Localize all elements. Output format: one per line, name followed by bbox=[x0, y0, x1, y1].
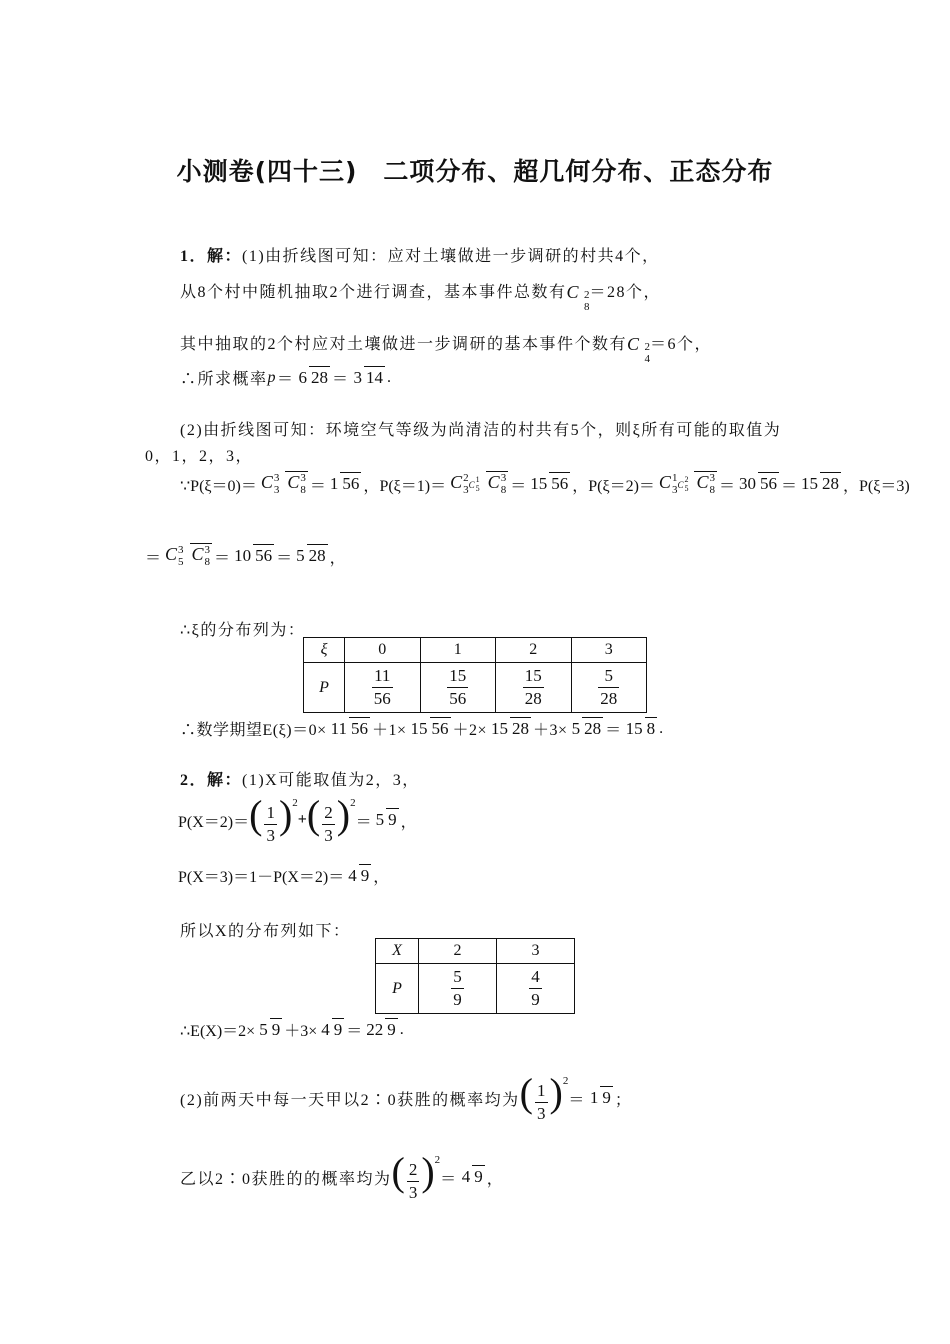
fraction: 22 9 bbox=[366, 1019, 396, 1039]
table-cell: 3 bbox=[497, 939, 575, 964]
fraction: 15 28 bbox=[801, 474, 839, 493]
fraction: 1 9 bbox=[589, 1088, 611, 1108]
p1-line3 bbox=[180, 320, 712, 365]
p1-line5: (2)由折线图可知：环境空气等级为尚清洁的村共有5个，则ξ所有可能的取值为 bbox=[180, 422, 782, 439]
fraction: 3 14 bbox=[353, 367, 384, 387]
p1-prob-line: ∵P(ξ＝0)＝ C 3 3 C 3 8 ＝ 1 56 ， P(ξ＝1)＝ C 2 3 C 1 5 C 3 8 ＝ 15 56 ， P(ξ＝2)＝ C 1 3 C 2 5 C 3 8 ＝ 30 56 ＝ 15 28 ， P(ξ＝3) bbox=[180, 472, 910, 496]
table-cell: $\frac{15}{28}$ bbox=[496, 663, 572, 713]
table-cell: $\frac{15}{56}$ bbox=[420, 663, 496, 713]
fraction: 6 28 bbox=[298, 367, 329, 387]
fraction: C 3 3 C 3 8 bbox=[260, 472, 306, 496]
page-title: 小测卷(四十三) 二项分布、超几何分布、正态分布 bbox=[176, 157, 774, 186]
comb-c82: C 2 8 bbox=[566, 282, 590, 313]
fraction: 15 56 bbox=[410, 718, 449, 738]
table-cell: 2 bbox=[419, 939, 497, 964]
p1-line1 bbox=[180, 243, 660, 266]
p2-line2: (2)前两天中每一天甲以2∶0获胜的概率均为 ( $\frac{1}{3}$ ) 2 ＝ 1 9 ； bbox=[180, 1070, 633, 1123]
xi-distribution-table bbox=[303, 637, 647, 713]
table-cell: ξ bbox=[304, 638, 345, 663]
fraction: C 1 3 C 2 5 C 3 8 bbox=[658, 472, 715, 496]
table-cell: 3 bbox=[571, 638, 647, 663]
p2-px3: P(X＝3)＝1－P(X＝2)＝ 4 9 ， bbox=[178, 865, 390, 886]
fraction: 10 56 bbox=[234, 546, 273, 565]
p1-prob-line2: ＝ C 3 5 C 3 8 ＝ 10 56 ＝ 5 28 ， bbox=[145, 544, 346, 568]
fraction: 5 9 bbox=[375, 810, 397, 830]
p2-expectation: ∴E(X)＝2× 5 9 ＋3× 4 9 ＝ 22 9 . bbox=[180, 1019, 404, 1040]
p1-text3b: ＝6个， bbox=[650, 336, 713, 353]
table-cell: 2 bbox=[496, 638, 572, 663]
fraction: 15 28 bbox=[491, 718, 530, 738]
fraction: 30 56 bbox=[738, 474, 777, 493]
p2-line3: 乙以2∶0获胜的的概率均为 ( $\frac{2}{3}$ ) 2 ＝ 4 9 ， bbox=[180, 1149, 505, 1202]
p1-dist-label: ∴ξ的分布列为： bbox=[180, 622, 306, 639]
table-cell: P bbox=[376, 964, 419, 1014]
fraction: 5 28 bbox=[571, 718, 602, 738]
fraction: C 3 5 C 3 8 bbox=[165, 544, 211, 568]
fraction: 11 56 bbox=[330, 718, 368, 738]
p2-px2: P(X＝2)＝ ( $\frac{1}{3}$ ) 2 + ( $\frac{2}{3}$ ) 2 ＝ 5 9 ， bbox=[178, 792, 417, 845]
p2-line1: 2．解： (1)X可能取值为2，3， bbox=[180, 767, 420, 790]
fraction: 5 28 bbox=[296, 546, 326, 565]
table-cell: 1 bbox=[420, 638, 496, 663]
fraction: 4 9 bbox=[461, 1167, 483, 1187]
p2-label: 2．解： bbox=[180, 772, 243, 789]
p1-text2b: ＝28个， bbox=[589, 284, 662, 301]
p1-line4: ∴所求概率 p ＝ 6 28 ＝ 3 14 . bbox=[180, 367, 393, 388]
fraction: 4 9 bbox=[348, 865, 370, 885]
p1-text2a: 从8个村中随机抽取2个进行调查，基本事件总数有 bbox=[180, 284, 567, 301]
table-cell: $\frac{11}{56}$ bbox=[345, 663, 421, 713]
fraction: 5 9 bbox=[259, 1019, 281, 1039]
comb-c42: C 2 4 bbox=[627, 334, 651, 365]
p1-expectation: ∴数学期望 E(ξ)＝0× 11 56 ＋1× 15 56 ＋2× 15 28 ＋3× 5 28 ＝ 15 8 . bbox=[180, 718, 664, 739]
fraction: 4 9 bbox=[321, 1019, 343, 1039]
fraction: 15 56 bbox=[530, 474, 569, 493]
p1-label: 1．解： bbox=[180, 248, 243, 265]
table-cell: $\frac{5}{9}$ bbox=[419, 964, 497, 1014]
fraction: 1 56 bbox=[329, 474, 360, 493]
p1-line2 bbox=[180, 268, 661, 313]
p1-text3a: 其中抽取的2个村应对土壤做进一步调研的基本事件个数有 bbox=[180, 336, 628, 353]
p1-text1: (1)由折线图可知：应对土壤做进一步调研的村共4个， bbox=[242, 248, 660, 265]
table-cell: $\frac{4}{9}$ bbox=[497, 964, 575, 1014]
fraction: C 2 3 C 1 5 C 3 8 bbox=[450, 472, 507, 496]
table-cell: 0 bbox=[345, 638, 421, 663]
table-cell: X bbox=[376, 939, 419, 964]
x-distribution-table bbox=[375, 938, 575, 1014]
table-cell: $\frac{5}{28}$ bbox=[571, 663, 647, 713]
p1-line6: 0，1，2，3， bbox=[145, 448, 254, 465]
fraction: 15 8 bbox=[625, 718, 656, 738]
p2-dist-label: 所以X的分布列如下： bbox=[180, 923, 351, 940]
table-cell: P bbox=[304, 663, 345, 713]
